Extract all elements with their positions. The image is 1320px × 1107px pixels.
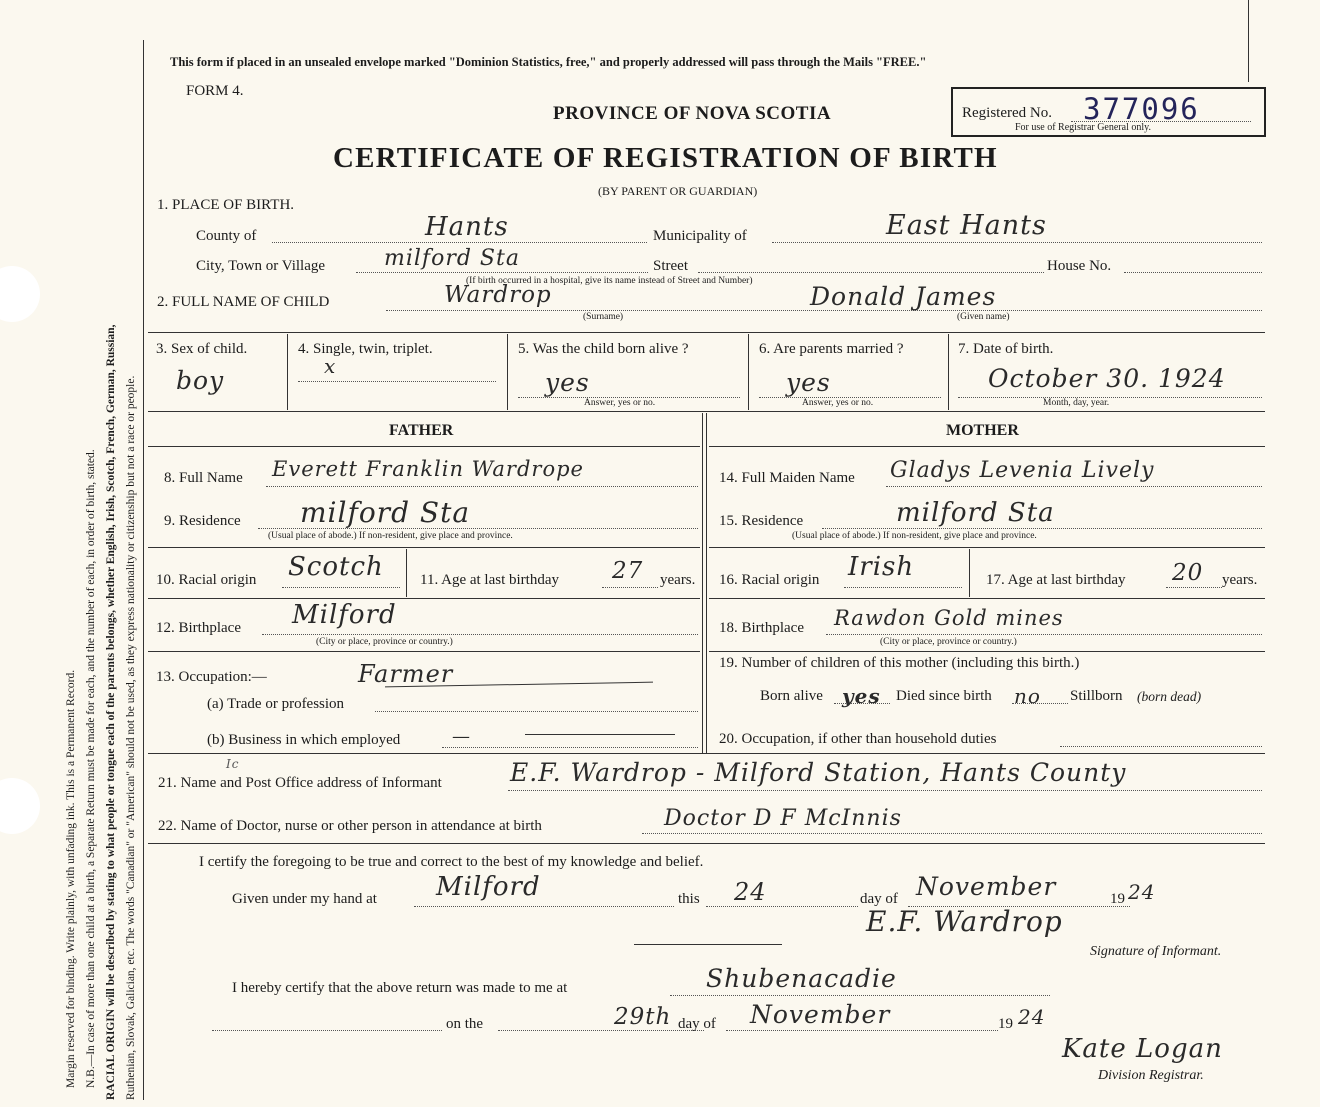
mother-stillborn-label: Stillborn bbox=[1070, 688, 1123, 704]
registrar-day-value: 29th bbox=[614, 1004, 672, 1030]
sex-label: 3. Sex of child. bbox=[156, 341, 248, 357]
certify-blank-rule bbox=[634, 944, 782, 945]
registrar-on-line-left bbox=[212, 1030, 442, 1031]
given-caption: (Given name) bbox=[957, 312, 1010, 322]
form-number: FORM 4. bbox=[186, 83, 244, 99]
registrar-day-line bbox=[498, 1030, 704, 1031]
certify-month-value: November bbox=[916, 872, 1057, 901]
mother-racial-value: Irish bbox=[848, 552, 915, 582]
mother-name-label: 14. Full Maiden Name bbox=[719, 470, 855, 486]
certify-day-of-label: day of bbox=[860, 891, 898, 907]
margin-note-2: N.B.—In case of more than one child at a birth, a Separate Return must be made for each, and the number of each, in order of birth, stated. bbox=[85, 449, 97, 1088]
municipality-label: Municipality of bbox=[653, 228, 747, 244]
certify-statement: I certify the foregoing to be true and correct to the best of my knowledge and belief. bbox=[199, 854, 704, 870]
dob-caption: Month, day, year. bbox=[1043, 398, 1110, 408]
mother-born-alive-label: Born alive bbox=[760, 688, 823, 704]
mother-residence-label: 15. Residence bbox=[719, 513, 804, 529]
street-label: Street bbox=[653, 258, 688, 274]
county-line bbox=[272, 242, 647, 243]
binding-hole-top bbox=[0, 266, 40, 322]
father-birthplace-value: Milford bbox=[292, 600, 397, 630]
mother-age-line bbox=[1166, 587, 1222, 588]
father-business-value: — bbox=[452, 726, 471, 747]
given-under-label: Given under my hand at bbox=[232, 891, 377, 907]
registrar-title: Division Registrar. bbox=[1098, 1068, 1204, 1083]
father-heading-rule bbox=[148, 446, 700, 447]
mother-name-line bbox=[886, 486, 1262, 487]
form-subtitle: (BY PARENT OR GUARDIAN) bbox=[598, 184, 758, 198]
certify-day-line bbox=[706, 906, 858, 907]
margin-note-4: Ruthenian, Slovak, Galician, etc. The words "Canadian" or "American" should not be used, as they express nationality or citizenship but not a race or people. bbox=[125, 375, 137, 1100]
informant-value: E.F. Wardrop - Milford Station, Hants County bbox=[510, 758, 1127, 787]
father-birthplace-label: 12. Birthplace bbox=[156, 620, 241, 636]
margin-note-3: RACIAL ORIGIN will be described by stating to what people or tongue each of the parents belongs, whether English, Irish, Scotch, French, German, Russian, bbox=[105, 324, 117, 1100]
house-line bbox=[1124, 272, 1262, 273]
mother-rule-1 bbox=[709, 547, 1265, 548]
mother-died-value: no bbox=[1014, 684, 1041, 708]
signature-caption: Signature of Informant. bbox=[1090, 944, 1222, 959]
registrar-on-the-label: on the bbox=[446, 1016, 484, 1032]
father-name-line bbox=[266, 486, 698, 487]
registered-box bbox=[951, 87, 1266, 137]
divider-top bbox=[148, 332, 1265, 333]
doctor-line bbox=[642, 833, 1262, 834]
divider-certify bbox=[148, 843, 1265, 844]
mother-children-label: 19. Number of children of this mother (including this birth.) bbox=[719, 655, 1080, 671]
mother-residence-caption: (Usual place of abode.) If non-resident, give place and province. bbox=[792, 531, 1037, 541]
street-line bbox=[698, 272, 1044, 273]
parents-divider-b bbox=[706, 413, 707, 753]
postage-note: This form if placed in an unsealed envelope marked "Dominion Statistics, free," and properly addressed will pass through the Mails "FREE." bbox=[170, 55, 927, 69]
alive-value: yes bbox=[545, 368, 590, 397]
registrar-place-value: Shubenacadie bbox=[706, 964, 897, 993]
mother-heading-rule bbox=[709, 446, 1265, 447]
parents-divider-a bbox=[702, 413, 703, 753]
city-line bbox=[356, 272, 648, 273]
registered-number: 377096 bbox=[1083, 92, 1200, 126]
margin-note-1: Margin reserved for binding. Write plainly, with unfading ink. This is a Permanent Record. bbox=[65, 669, 77, 1088]
married-label: 6. Are parents married ? bbox=[759, 341, 904, 357]
mother-birthplace-value: Rawdon Gold mines bbox=[834, 606, 1064, 630]
col-div-4 bbox=[948, 334, 949, 410]
father-birthplace-line bbox=[262, 634, 698, 635]
county-value: Hants bbox=[425, 212, 509, 242]
mother-rule-2 bbox=[709, 598, 1265, 599]
registrar-month-line bbox=[726, 1030, 998, 1031]
given-place-value: Milford bbox=[436, 872, 541, 902]
mother-racial-line bbox=[844, 587, 962, 588]
father-trade-line bbox=[375, 711, 698, 712]
mother-birthplace-line bbox=[826, 634, 1262, 635]
child-surname: Wardrop bbox=[444, 282, 552, 308]
single-line bbox=[298, 381, 496, 382]
mother-birthplace-label: 18. Birthplace bbox=[719, 620, 804, 636]
mother-racial-label: 16. Racial origin bbox=[719, 572, 820, 588]
father-age-label: 11. Age at last birthday bbox=[420, 572, 559, 588]
father-residence-value: milford Sta bbox=[300, 496, 471, 529]
col-div-3 bbox=[748, 334, 749, 410]
mother-residence-line bbox=[822, 528, 1262, 529]
father-residence-caption: (Usual place of abode.) If non-resident, give place and province. bbox=[268, 531, 513, 541]
father-occupation-value: Farmer bbox=[358, 660, 454, 688]
mother-born-alive-value: yes bbox=[842, 684, 881, 708]
divider-parents bbox=[148, 411, 1265, 412]
mother-occupation-label: 20. Occupation, if other than household duties bbox=[719, 731, 997, 747]
father-business-label: (b) Business in which employed bbox=[207, 732, 401, 748]
dob-value: October 30. 1924 bbox=[988, 364, 1226, 393]
house-label: House No. bbox=[1047, 258, 1112, 274]
certify-this-label: this bbox=[678, 891, 700, 907]
father-racial-divider bbox=[406, 549, 407, 597]
binding-hole-bottom bbox=[0, 778, 40, 834]
municipality-value: East Hants bbox=[886, 210, 1047, 241]
registrar-statement: I hereby certify that the above return was made to me at bbox=[232, 980, 568, 996]
father-heading: FATHER bbox=[389, 422, 454, 439]
married-value: yes bbox=[786, 368, 831, 397]
city-value: milford Sta bbox=[384, 246, 520, 271]
father-trade-label: (a) Trade or profession bbox=[207, 696, 345, 712]
father-name-label: 8. Full Name bbox=[164, 470, 243, 486]
father-occupation-label: 13. Occupation:— bbox=[156, 669, 267, 685]
father-rule-1 bbox=[148, 547, 700, 548]
registrar-year-suffix: 24 bbox=[1018, 1005, 1046, 1029]
municipality-line bbox=[772, 242, 1262, 243]
registrar-year-prefix: 19 bbox=[998, 1016, 1013, 1032]
mother-stillborn-caption: (born dead) bbox=[1137, 689, 1202, 704]
county-label: County of bbox=[196, 228, 257, 244]
col-div-1 bbox=[287, 334, 288, 410]
right-edge-mark bbox=[1248, 0, 1249, 82]
left-frame-line bbox=[143, 40, 144, 1100]
father-racial-label: 10. Racial origin bbox=[156, 572, 257, 588]
given-place-line bbox=[414, 906, 674, 907]
father-business-line bbox=[442, 747, 698, 748]
mother-age-label: 17. Age at last birthday bbox=[986, 572, 1126, 588]
informant-signature: E.F. Wardrop bbox=[866, 905, 1063, 938]
dob-label: 7. Date of birth. bbox=[958, 341, 1054, 357]
certify-year-prefix: 19 bbox=[1110, 891, 1125, 907]
father-business-stroke bbox=[525, 734, 675, 735]
province-title: PROVINCE OF NOVA SCOTIA bbox=[553, 103, 832, 124]
mother-age-value: 20 bbox=[1172, 560, 1204, 586]
father-name-value: Everett Franklin Wardrope bbox=[272, 457, 584, 481]
father-birthplace-caption: (City or place, province or country.) bbox=[316, 637, 453, 647]
single-label: 4. Single, twin, triplet. bbox=[298, 341, 433, 357]
registrar-place-line bbox=[670, 995, 1050, 996]
mother-name-value: Gladys Levenia Lively bbox=[890, 458, 1155, 483]
mother-birthplace-caption: (City or place, province or country.) bbox=[880, 637, 1017, 647]
mother-died-label: Died since birth bbox=[896, 688, 992, 704]
father-racial-value: Scotch bbox=[288, 552, 384, 582]
sex-value: boy bbox=[176, 366, 225, 395]
father-rule-2 bbox=[148, 598, 700, 599]
alive-caption: Answer, yes or no. bbox=[584, 398, 656, 408]
registrar-month-value: November bbox=[750, 1000, 891, 1029]
child-given-name: Donald James bbox=[810, 282, 997, 311]
doctor-value: Doctor D F McInnis bbox=[664, 806, 902, 831]
registered-label: Registered No. bbox=[962, 105, 1052, 121]
informant-line bbox=[508, 790, 1262, 791]
mother-occupation-line bbox=[1060, 746, 1262, 747]
mother-residence-value: milford Sta bbox=[896, 498, 1055, 528]
mother-racial-divider bbox=[969, 549, 970, 597]
divider-informant bbox=[148, 753, 1265, 754]
city-label: City, Town or Village bbox=[196, 258, 326, 274]
certify-day-value: 24 bbox=[734, 878, 767, 906]
mother-rule-3 bbox=[709, 651, 1265, 652]
father-residence-label: 9. Residence bbox=[164, 513, 241, 529]
informant-label: 21. Name and Post Office address of Informant bbox=[158, 775, 442, 791]
single-value: x bbox=[324, 354, 337, 378]
registrar-day-of-label: day of bbox=[678, 1016, 716, 1032]
dob-line bbox=[958, 397, 1262, 398]
father-years-label: years. bbox=[660, 572, 696, 588]
father-rule-3 bbox=[148, 651, 700, 652]
alive-label: 5. Was the child born alive ? bbox=[518, 341, 689, 357]
hospital-note: (If birth occurred in a hospital, give its name instead of Street and Number) bbox=[466, 276, 753, 286]
mother-heading: MOTHER bbox=[946, 422, 1019, 439]
child-name-label: 2. FULL NAME OF CHILD bbox=[157, 294, 330, 310]
married-caption: Answer, yes or no. bbox=[802, 398, 874, 408]
mother-years-label: years. bbox=[1222, 572, 1258, 588]
place-heading: 1. PLACE OF BIRTH. bbox=[157, 197, 295, 213]
col-div-2 bbox=[507, 334, 508, 410]
doctor-label: 22. Name of Doctor, nurse or other person in attendance at birth bbox=[158, 818, 542, 834]
certify-year-suffix: 24 bbox=[1128, 880, 1156, 904]
father-age-line bbox=[602, 587, 658, 588]
father-racial-line bbox=[282, 587, 400, 588]
surname-caption: (Surname) bbox=[583, 312, 624, 322]
informant-margin-mark: Ic bbox=[226, 757, 240, 771]
registrar-signature: Kate Logan bbox=[1062, 1034, 1223, 1064]
registrar-note: For use of Registrar General only. bbox=[1015, 122, 1151, 133]
father-age-value: 27 bbox=[612, 558, 644, 584]
form-title: CERTIFICATE OF REGISTRATION OF BIRTH bbox=[333, 142, 998, 174]
